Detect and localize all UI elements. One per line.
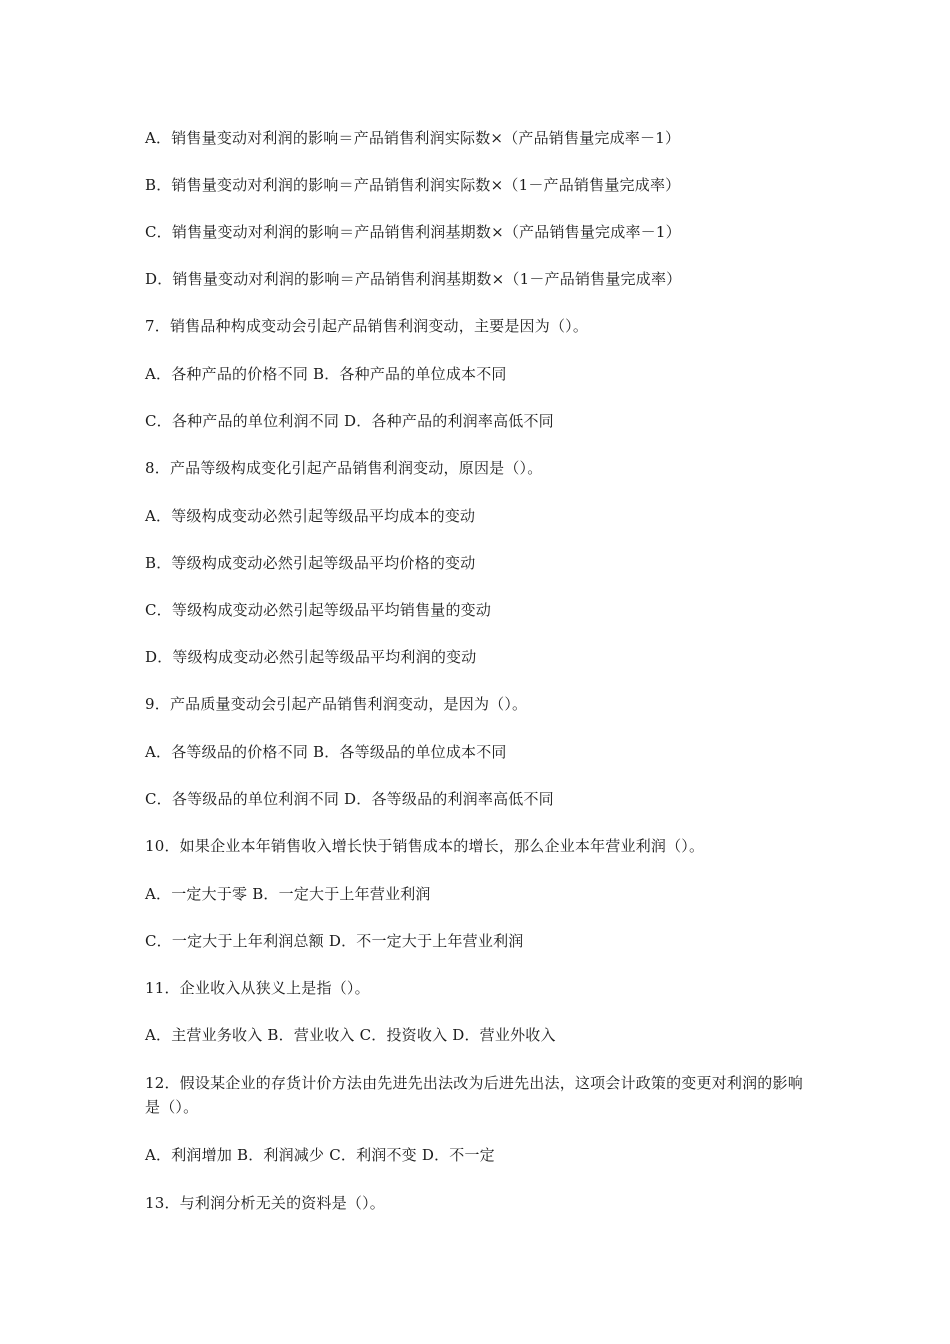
question-10-options-ab: A．一定大于零 B．一定大于上年营业利润	[145, 885, 431, 903]
question-9-options-cd: C．各等级品的单位利润不同 D．各等级品的利润率高低不同	[145, 790, 554, 808]
question-11-options: A．主营业务收入 B．营业收入 C．投资收入 D．营业外收入	[145, 1026, 556, 1044]
question-7: 7．销售品种构成变动会引起产品销售利润变动，主要是因为（）。	[145, 317, 589, 335]
question-10: 10．如果企业本年销售收入增长快于销售成本的增长，那么企业本年营业利润（）。	[145, 837, 705, 855]
question-9-options-ab: A．各等级品的价格不同 B．各等级品的单位成本不同	[145, 743, 507, 761]
question-10-options-cd: C．一定大于上年利润总额 D．不一定大于上年营业利润	[145, 932, 524, 950]
question-7-options-ab: A．各种产品的价格不同 B．各种产品的单位成本不同	[145, 365, 507, 383]
question-8-option-a: A．等级构成变动必然引起等级品平均成本的变动	[145, 507, 476, 525]
question-9: 9．产品质量变动会引起产品销售利润变动，是因为（）。	[145, 695, 528, 713]
question-8-option-c: C．等级构成变动必然引起等级品平均销售量的变动	[145, 601, 492, 619]
question-11: 11．企业收入从狭义上是指（）。	[145, 979, 370, 997]
question-12: 12．假设某企业的存货计价方法由先进先出法改为后进先出法，这项会计政策的变更对利润的影响是（）。	[145, 1074, 803, 1116]
question-13: 13．与利润分析无关的资料是（）。	[145, 1194, 385, 1212]
question-8: 8．产品等级构成变化引起产品销售利润变动，原因是（）。	[145, 459, 543, 477]
option-b-sales-volume-actual: B．销售量变动对利润的影响＝产品销售利润实际数×（1－产品销售量完成率）	[145, 176, 681, 194]
question-8-option-b: B．等级构成变动必然引起等级品平均价格的变动	[145, 554, 476, 572]
question-7-options-cd: C．各种产品的单位利润不同 D．各种产品的利润率高低不同	[145, 412, 554, 430]
option-d-sales-volume-base: D．销售量变动对利润的影响＝产品销售利润基期数×（1－产品销售量完成率）	[145, 270, 682, 288]
question-8-option-d: D．等级构成变动必然引起等级品平均利润的变动	[145, 648, 477, 666]
option-c-sales-volume-base: C．销售量变动对利润的影响＝产品销售利润基期数×（产品销售量完成率－1）	[145, 223, 681, 241]
question-12-options: A．利润增加 B．利润减少 C．利润不变 D．不一定	[145, 1146, 495, 1164]
option-a-sales-volume-actual: A．销售量变动对利润的影响＝产品销售利润实际数×（产品销售量完成率－1）	[145, 129, 681, 147]
